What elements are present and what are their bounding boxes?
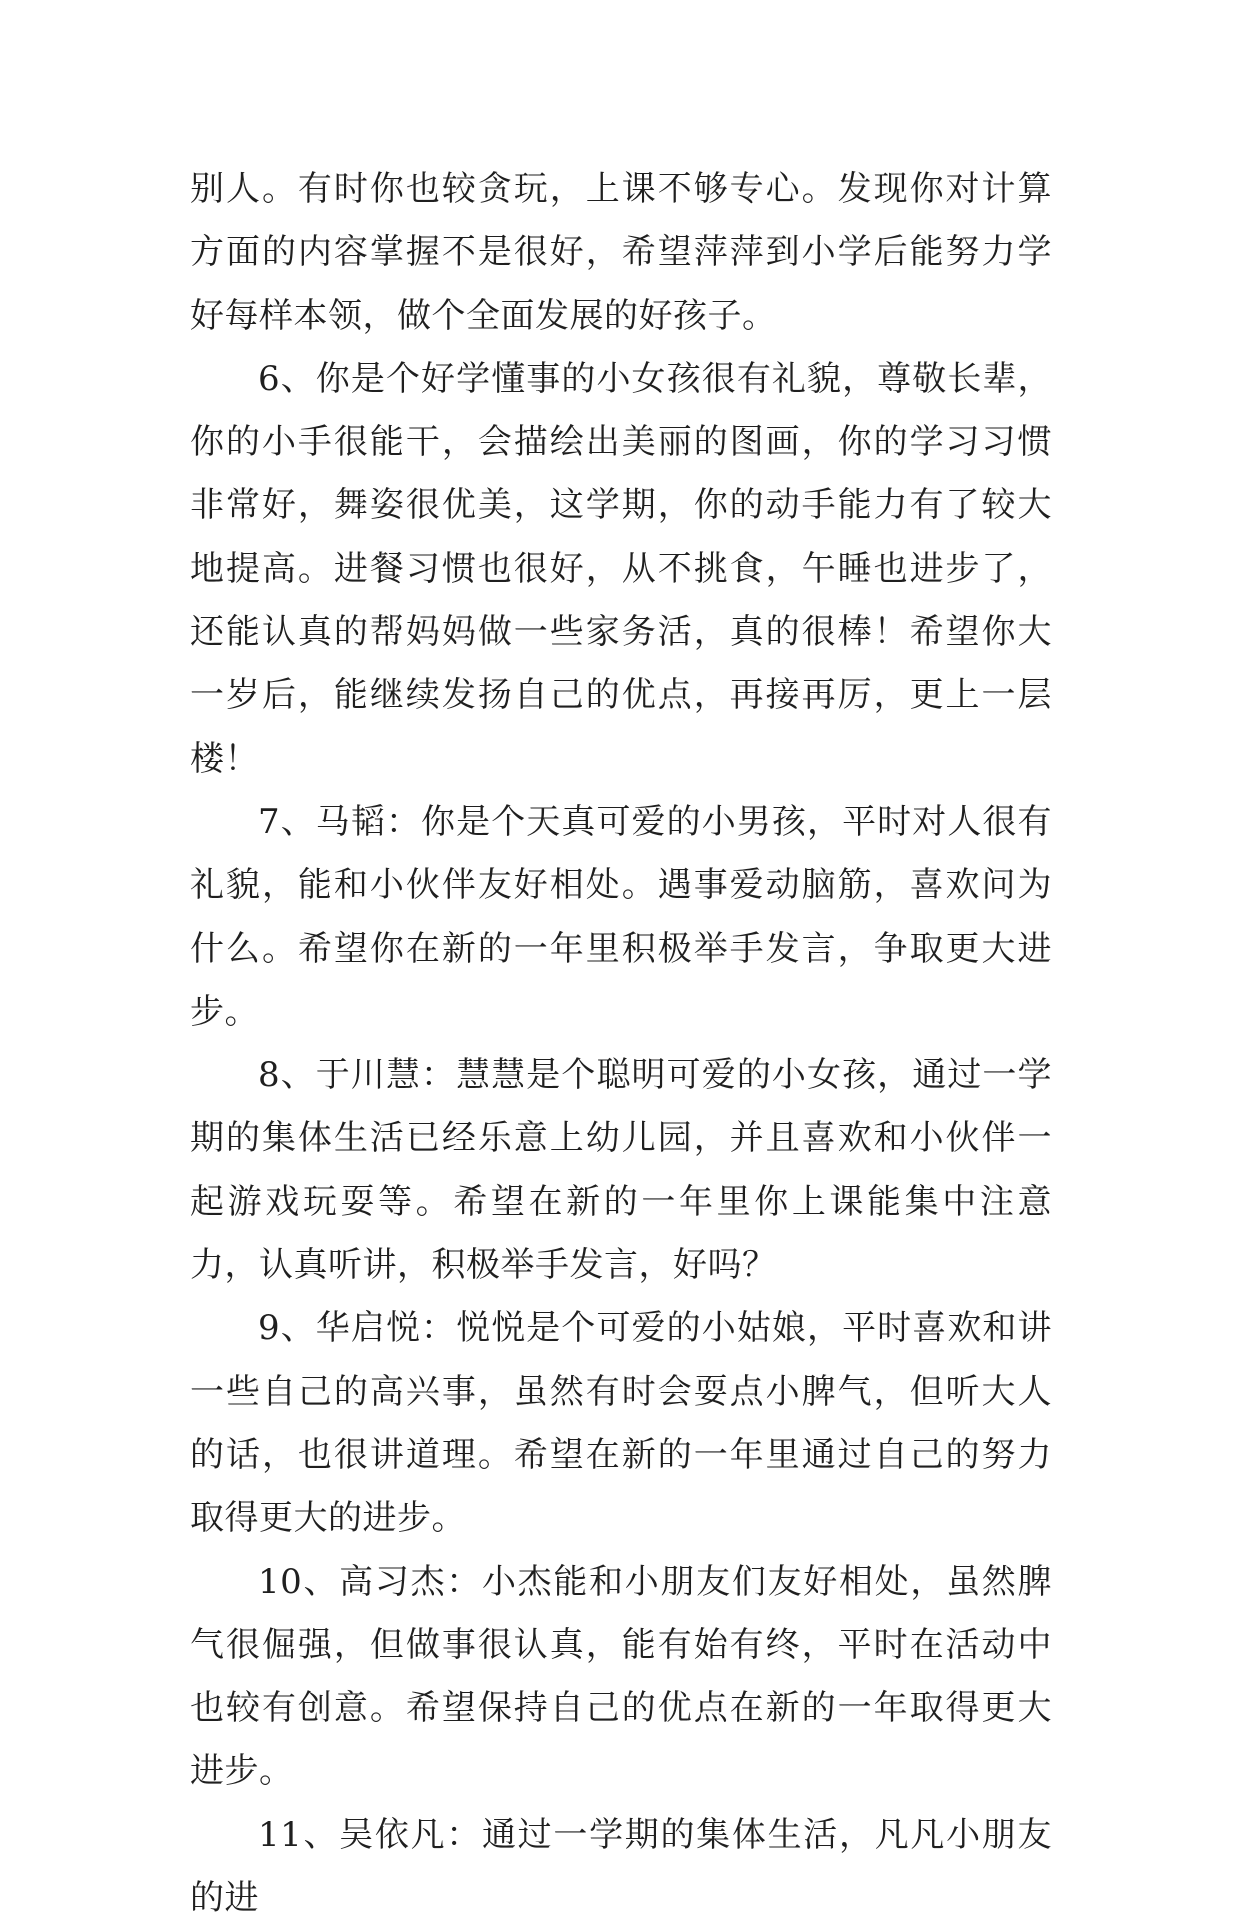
paragraph-comment-8: 8、于川慧：慧慧是个聪明可爱的小女孩，通过一学期的集体生活已经乐意上幼儿园，并且喜欢和小伙伴一起游戏玩耍等。希望在新的一年里你上课能集中注意力，认真听讲，积极举手发言，好吗？ <box>190 1055 1052 1286</box>
paragraph-comment-11: 11、吴依凡：通过一学期的集体生活，凡凡小朋友的进 <box>190 1814 1052 1919</box>
paragraph-comment-9: 9、华启悦：悦悦是个可爱的小姑娘，平时喜欢和讲一些自己的高兴事，虽然有时会耍点小脾气，但听大人的话，也很讲道理。希望在新的一年里通过自己的努力取得更大的进步。 <box>190 1308 1052 1539</box>
paragraph-comment-10: 10、高习杰：小杰能和小朋友们友好相处，虽然脾气很倔强，但做事很认真，能有始有终，平时在活动中也较有创意。希望保持自己的优点在新的一年取得更大进步。 <box>190 1561 1052 1792</box>
document-body <box>190 158 1052 1930</box>
paragraph-comment-6: 6、你是个好学懂事的小女孩很有礼貌，尊敬长辈，你的小手很能干，会描绘出美丽的图画，你的学习习惯非常好，舞姿很优美，这学期，你的动手能力有了较大地提高。进餐习惯也很好，从不挑食，午睡也进步了，还能认真的帮妈妈做一些家务活，真的很棒！希望你大一岁后，能继续发扬自己的优点，再接再厉，更上一层楼！ <box>190 358 1052 779</box>
paragraph-comment-7: 7、马韬：你是个天真可爱的小男孩，平时对人很有礼貌，能和小伙伴友好相处。遇事爱动脑筋，喜欢问为什么。希望你在新的一年里积极举手发言，争取更大进步。 <box>190 801 1052 1032</box>
paragraph-continuation: 别人。有时你也较贪玩，上课不够专心。发现你对计算方面的内容掌握不是很好，希望萍萍到小学后能努力学好每样本领，做个全面发展的好孩子。 <box>190 169 1052 336</box>
